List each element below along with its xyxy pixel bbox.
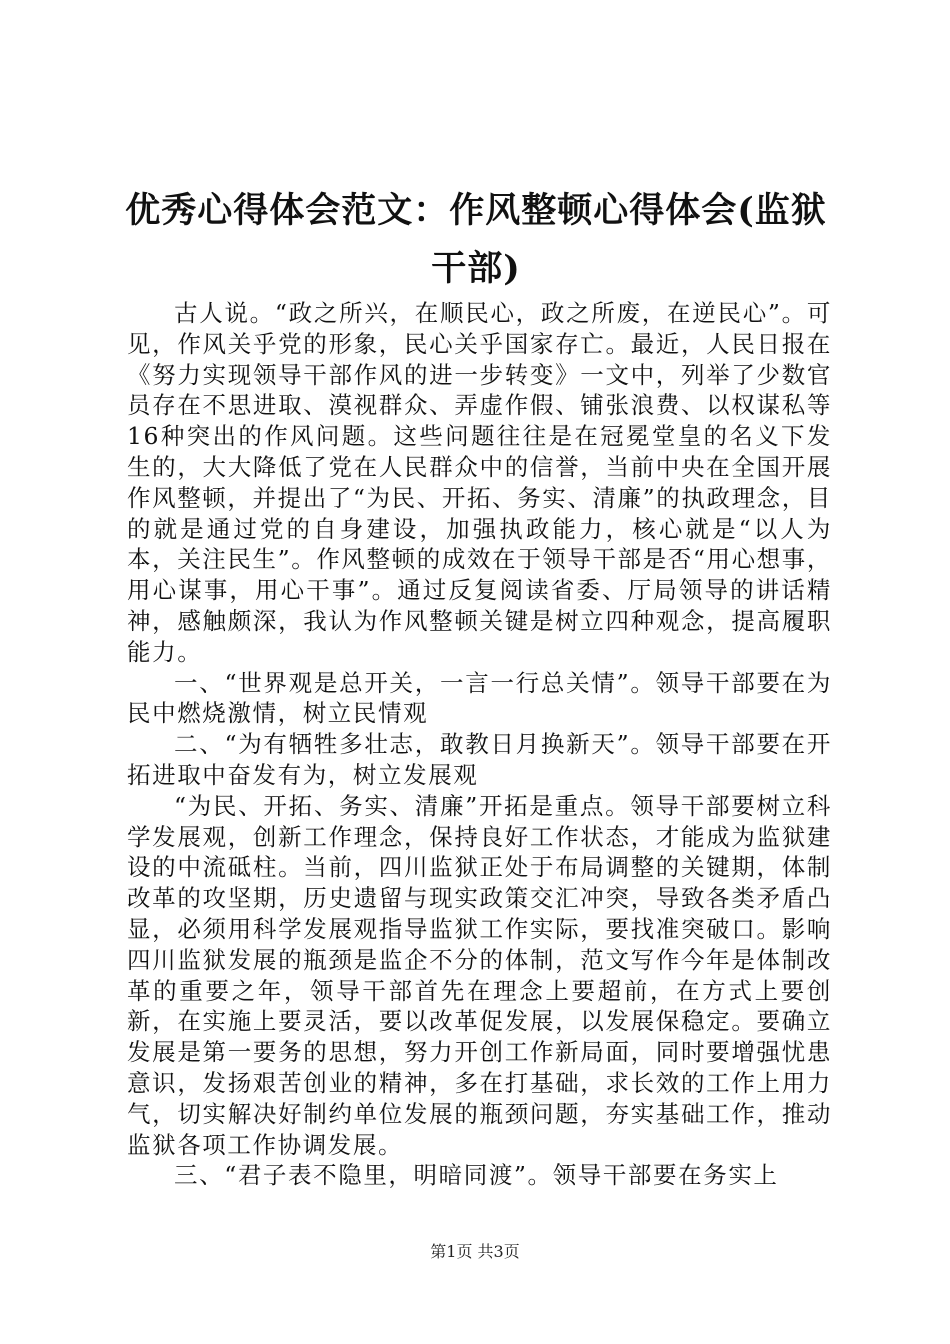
paragraph-development: “为民、开拓、务实、清廉”开拓是重点。领导干部要树立科学发展观，创新工作理念，保持良好工作状态，才能成为监狱建设的中流砥柱。当前，四川监狱正处于布局调整的关键期，体制改革的攻坚期，历史遗留与现实政策交汇冲突，导致各类矛盾凸显，必须用科学发展观指导监狱工作实际，要找准突破口。影响四川监狱发展的瓶颈是监企不分的体制，范文写作今年是体制改革的重要之年，领导干部首先在理念上要超前，在方式上要创新，在实施上要灵活，要以改革促发展，以发展保稳定。要确立发展是第一要务的思想，努力开创工作新局面，同时要增强忧患意识，发扬艰苦创业的精神，多在打基础，求长效的工作上用力气，切实解决好制约单位发展的瓶颈问题，夯实基础工作，推动监狱各项工作协调发展。: [127, 791, 832, 1159]
paragraph-intro: 古人说。“政之所兴，在顺民心，政之所废，在逆民心”。可见，作风关乎党的形象，民心关乎国家存亡。最近，人民日报在《努力实现领导干部作风的进一步转变》一文中，列举了少数官员存在不思进取、漠视群众、弄虚作假、铺张浪费、以权谋私等16种突出的作风问题。这些问题往往是在冠冕堂皇的名义下发生的，大大降低了党在人民群众中的信誉，当前中央在全国开展作风整顿，并提出了“为民、开拓、务实、清廉”的执政理念，目的就是通过党的自身建设，加强执政能力，核心就是“以人为本，关注民生”。作风整顿的成效在于领导干部是否“用心想事，用心谋事，用心干事”。通过反复阅读省委、厅局领导的讲话精神，感触颇深，我认为作风整顿关键是树立四种观念，提高履职能力。: [127, 299, 832, 666]
document-title: 优秀心得体会范文：作风整顿心得体会(监狱干部): [125, 190, 827, 289]
paragraph-section-one: 一、“世界观是总开关，一言一行总关情”。领导干部要在为民中燃烧激情，树立民情观: [127, 668, 832, 728]
paragraph-section-three: 三、“君子表不隐里，明暗同渡”。领导干部要在务实上: [174, 1161, 779, 1190]
page-number-footer: 第1页 共3页: [430, 1242, 520, 1261]
document-body: [127, 298, 832, 1191]
paragraph-section-two: 二、“为有牺牲多壮志，敢教日月换新天”。领导干部要在开拓进取中奋发有为，树立发展观: [127, 730, 832, 789]
